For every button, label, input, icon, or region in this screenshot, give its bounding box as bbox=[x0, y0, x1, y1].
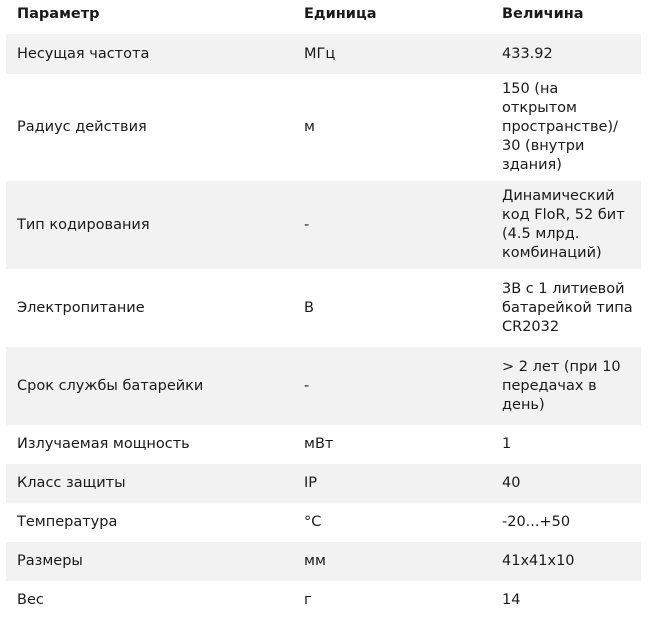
param-cell: Тип кодирования bbox=[17, 216, 150, 233]
value-cell: 14 bbox=[502, 592, 521, 608]
value-cell: > 2 лет (при 10 передачах в день) bbox=[502, 358, 621, 413]
header-param: Параметр bbox=[17, 5, 100, 22]
table-row bbox=[6, 347, 641, 425]
value-cell: 41x41x10 bbox=[502, 553, 575, 569]
param-cell: Излучаемая мощность bbox=[17, 436, 190, 452]
param-cell: Вес bbox=[17, 592, 44, 608]
param-cell: Электропитание bbox=[17, 299, 145, 316]
unit-cell: мм bbox=[304, 553, 326, 569]
value-cell: 3В с 1 литиевой батарейкой типа CR2032 bbox=[502, 280, 633, 335]
param-cell: Срок службы батарейки bbox=[17, 377, 204, 394]
unit-cell: - bbox=[304, 377, 310, 394]
table-row bbox=[6, 34, 641, 74]
table-row bbox=[6, 464, 641, 503]
unit-cell: МГц bbox=[304, 45, 336, 62]
value-cell: 40 bbox=[502, 475, 521, 491]
unit-cell: мВт bbox=[304, 436, 334, 452]
value-cell: 433.92 bbox=[502, 45, 553, 62]
param-cell: Размеры bbox=[17, 553, 83, 569]
unit-cell: - bbox=[304, 216, 310, 233]
param-cell: Класс защиты bbox=[17, 475, 126, 491]
spec-table bbox=[6, 0, 641, 620]
table-header bbox=[6, 0, 641, 34]
table-row bbox=[6, 542, 641, 581]
table-row bbox=[6, 269, 641, 347]
table-row bbox=[6, 181, 641, 269]
value-cell: -20...+50 bbox=[502, 514, 571, 530]
unit-cell: м bbox=[304, 119, 315, 135]
table-row bbox=[6, 503, 641, 542]
header-unit: Единица bbox=[304, 5, 377, 22]
header-value: Величина bbox=[502, 5, 584, 22]
param-cell: Несущая частота bbox=[17, 45, 150, 62]
unit-cell: IP bbox=[304, 475, 318, 491]
value-cell: 1 bbox=[502, 436, 512, 452]
table-row bbox=[6, 425, 641, 464]
unit-cell: В bbox=[304, 299, 314, 316]
param-cell: Температура bbox=[17, 514, 118, 530]
value-cell: 150 (на открытом пространстве)/ 30 (внутри здания) bbox=[502, 81, 618, 173]
param-cell: Радиус действия bbox=[17, 119, 147, 135]
value-cell: Динамический код FloR, 52 бит (4.5 млрд. комбинаций) bbox=[502, 188, 625, 261]
unit-cell: °C bbox=[304, 514, 322, 530]
unit-cell: г bbox=[304, 592, 312, 608]
table-row bbox=[6, 74, 641, 181]
table-row bbox=[6, 581, 641, 620]
